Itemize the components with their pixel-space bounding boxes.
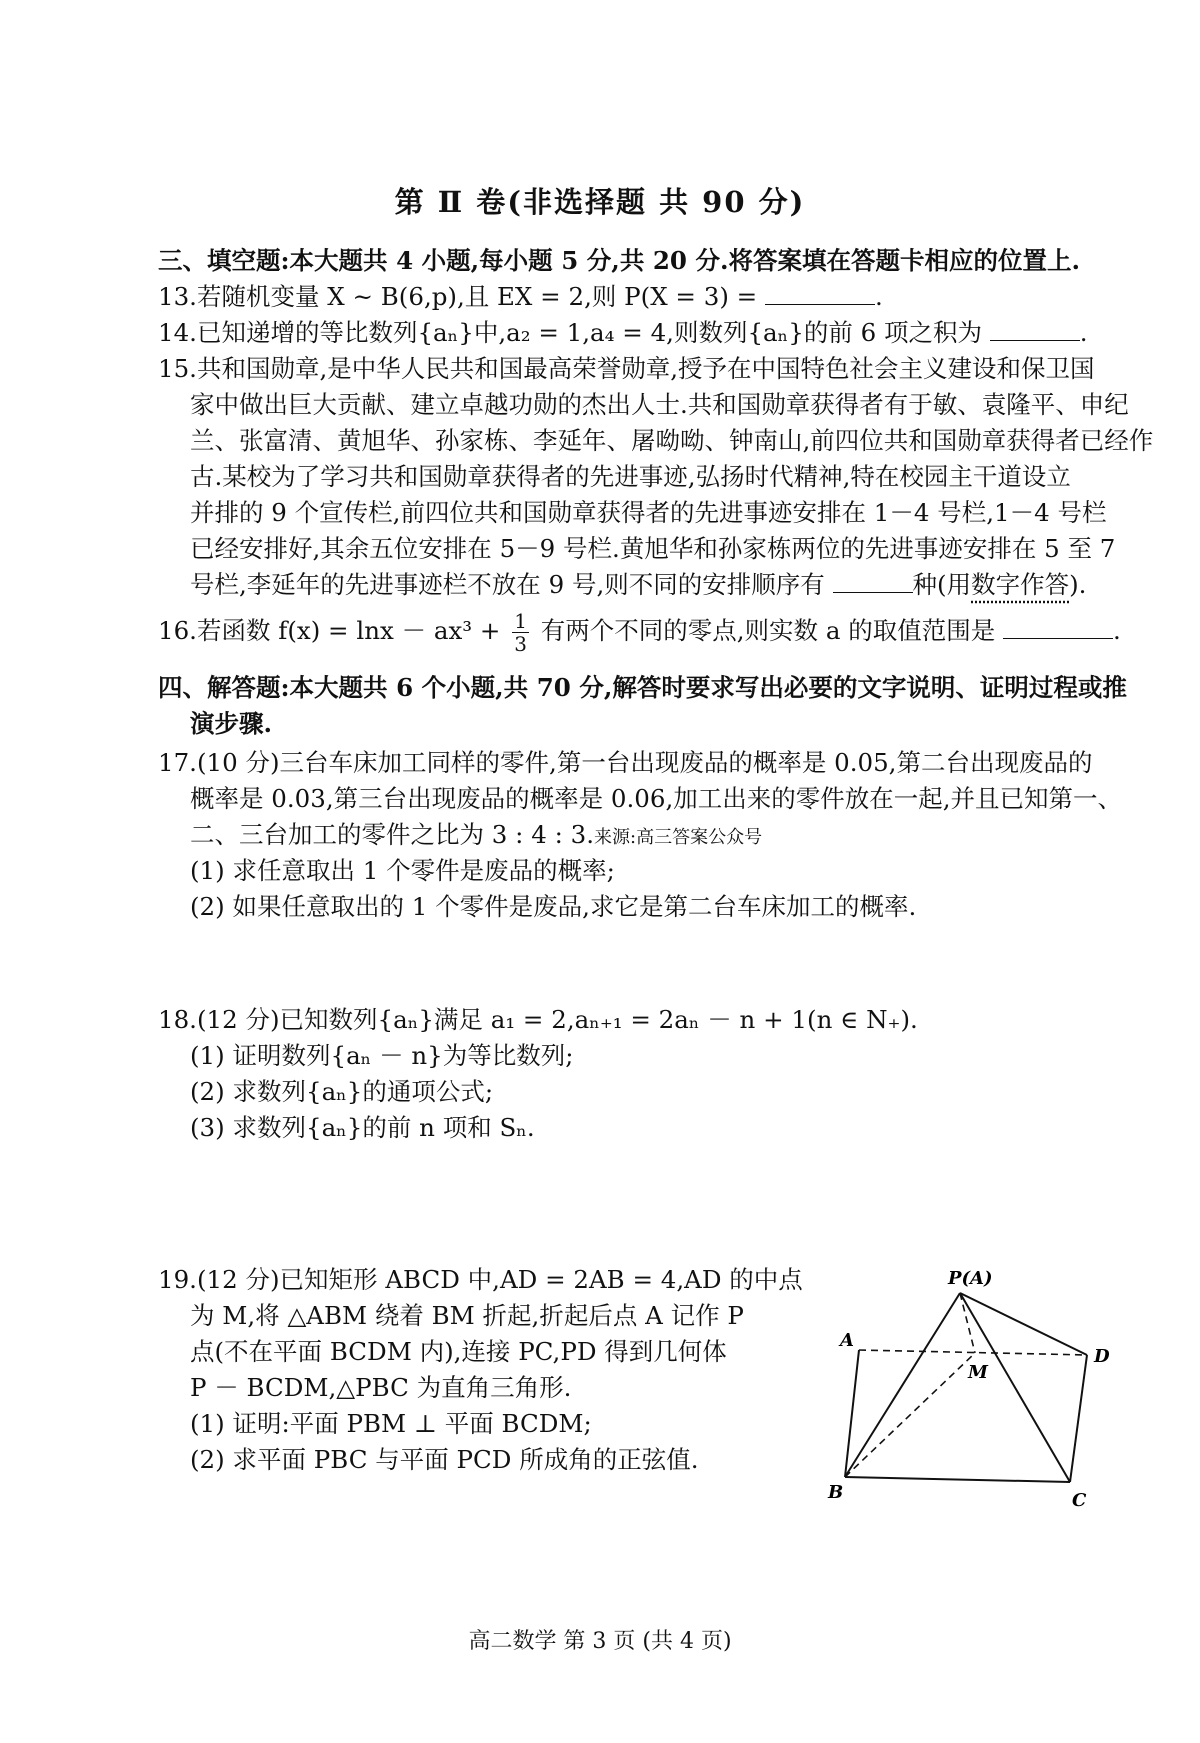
question-15-emphasis: 数字作答 xyxy=(971,570,1070,599)
question-16-text-2: 有两个不同的零点,则实数 a 的取值范围是 xyxy=(540,616,996,645)
question-15-line: 15.共和国勋章,是中华人民共和国最高荣誉勋章,授予在中国特色社会主义建设和保卫国 xyxy=(158,354,1095,383)
question-15-line: 并排的 9 个宣传栏,前四位共和国勋章获得者的先进事迹安排在 1－4 号栏,1－4 号栏 xyxy=(190,498,1107,527)
question-15-text: 号栏,李延年的先进事迹栏不放在 9 号,则不同的安排顺序有 xyxy=(190,570,825,599)
edge-PM-dashed xyxy=(960,1293,975,1353)
edge-BC xyxy=(845,1477,1070,1482)
source-note: 来源:高三答案公众号 xyxy=(594,827,763,848)
page-footer: 高二数学 第 3 页 (共 4 页) xyxy=(468,1629,732,1654)
question-15-line: 已经安排好,其余五位安排在 5－9 号栏.黄旭华和孙家栋两位的先进事迹安排在 5 至 7 xyxy=(190,534,1116,563)
question-17-sub2: (2) 如果任意取出的 1 个零件是废品,求它是第二台车床加工的概率. xyxy=(190,892,917,921)
question-19-sub2: (2) 求平面 PBC 与平面 PCD 所成角的正弦值. xyxy=(190,1445,699,1474)
question-15-line: 兰、张富清、黄旭华、孙家栋、李延年、屠呦呦、钟南山,前四位共和国勋章获得者已经作 xyxy=(190,426,1154,455)
label-M: M xyxy=(968,1362,988,1383)
answer-blank-15[interactable] xyxy=(833,570,913,593)
question-19-sub1: (1) 证明:平面 PBM ⊥ 平面 BCDM; xyxy=(190,1409,592,1438)
question-17-line: 概率是 0.03,第三台出现废品的概率是 0.06,加工出来的零件放在一起,并且已知第一、 xyxy=(190,784,1123,813)
section-title: 第 Ⅱ 卷(非选择题 共 90 分) xyxy=(394,185,806,219)
answer-blank-14[interactable] xyxy=(990,318,1080,341)
part4-heading-cont: 演步骤. xyxy=(190,709,273,738)
question-17-line: 17.(10 分)三台车床加工同样的零件,第一台出现废品的概率是 0.05,第二台出现废品的 xyxy=(158,748,1093,777)
fraction-numerator: 1 xyxy=(514,609,527,633)
question-18-sub: (2) 求数列{aₙ}的通项公式; xyxy=(190,1077,494,1106)
question-15-hint: 种(用 xyxy=(912,570,972,599)
question-18-line: 18.(12 分)已知数列{aₙ}满足 a₁ = 2,aₙ₊₁ = 2aₙ － n + 1(n ∈ N₊). xyxy=(158,1005,918,1034)
question-19-line: 点(不在平面 BCDM 内),连接 PC,PD 得到几何体 xyxy=(190,1337,727,1366)
answer-blank-16[interactable] xyxy=(1003,616,1113,639)
edge-AD-dashed xyxy=(859,1350,1087,1355)
question-13-end: . xyxy=(875,282,883,311)
question-19-line: 为 M,将 △ABM 绕着 BM 折起,折起后点 A 记作 P xyxy=(190,1301,744,1330)
question-14 xyxy=(158,315,1088,351)
fraction-one-third xyxy=(512,610,529,655)
edge-PC xyxy=(960,1293,1070,1482)
figure-edges xyxy=(845,1293,1087,1482)
label-P: P(A) xyxy=(948,1268,993,1289)
edge-PB xyxy=(845,1293,960,1477)
fraction-denominator: 3 xyxy=(514,632,527,656)
question-15-line: 家中做出巨大贡献、建立卓越功勋的杰出人士.共和国勋章获得者有于敏、袁隆平、申纪 xyxy=(190,390,1129,419)
question-16-end: . xyxy=(1113,616,1121,645)
question-14-end: . xyxy=(1079,318,1088,347)
label-B: B xyxy=(828,1482,844,1503)
question-18-sub: (1) 证明数列{aₙ － n}为等比数列; xyxy=(190,1041,574,1070)
question-13 xyxy=(158,279,883,315)
edge-CD xyxy=(1070,1355,1087,1482)
pyramid-figure xyxy=(810,1260,1140,1510)
label-C: C xyxy=(1072,1490,1087,1510)
question-17-ratio: 二、三台加工的零件之比为 3 : 4 : 3. xyxy=(190,820,594,849)
part3-heading: 三、填空题:本大题共 4 小题,每小题 5 分,共 20 分.将答案填在答题卡相应的位置上. xyxy=(158,246,1081,275)
part4-heading: 四、解答题:本大题共 6 个小题,共 70 分,解答时要求写出必要的文字说明、证明过程或推 xyxy=(158,673,1127,702)
label-D: D xyxy=(1094,1346,1110,1367)
question-14-text: 14.已知递增的等比数列{aₙ}中,a₂ = 1,a₄ = 4,则数列{aₙ}的前 6 项之积为 xyxy=(158,318,982,347)
question-15-line: 古.某校为了学习共和国勋章获得者的先进事迹,弘扬时代精神,特在校园主干道设立 xyxy=(190,462,1071,491)
question-16-text: 16.若函数 f(x) = lnx － ax³ + xyxy=(158,616,501,645)
question-19-line: P － BCDM,△PBC 为直角三角形. xyxy=(190,1373,572,1402)
question-15-last-line xyxy=(190,567,1086,603)
question-17-sub1: (1) 求任意取出 1 个零件是废品的概率; xyxy=(190,856,615,885)
question-13-text: 13.若随机变量 X ~ B(6,p),且 EX = 2,则 P(X = 3) = xyxy=(158,282,758,311)
question-16 xyxy=(158,610,1121,655)
answer-blank-13[interactable] xyxy=(765,282,875,305)
question-17-line-3 xyxy=(190,817,762,856)
question-19-line: 19.(12 分)已知矩形 ABCD 中,AD = 2AB = 4,AD 的中点 xyxy=(158,1265,803,1294)
question-15-end: ). xyxy=(1069,570,1087,599)
label-A: A xyxy=(840,1330,854,1351)
question-18-sub: (3) 求数列{aₙ}的前 n 项和 Sₙ. xyxy=(190,1113,535,1142)
